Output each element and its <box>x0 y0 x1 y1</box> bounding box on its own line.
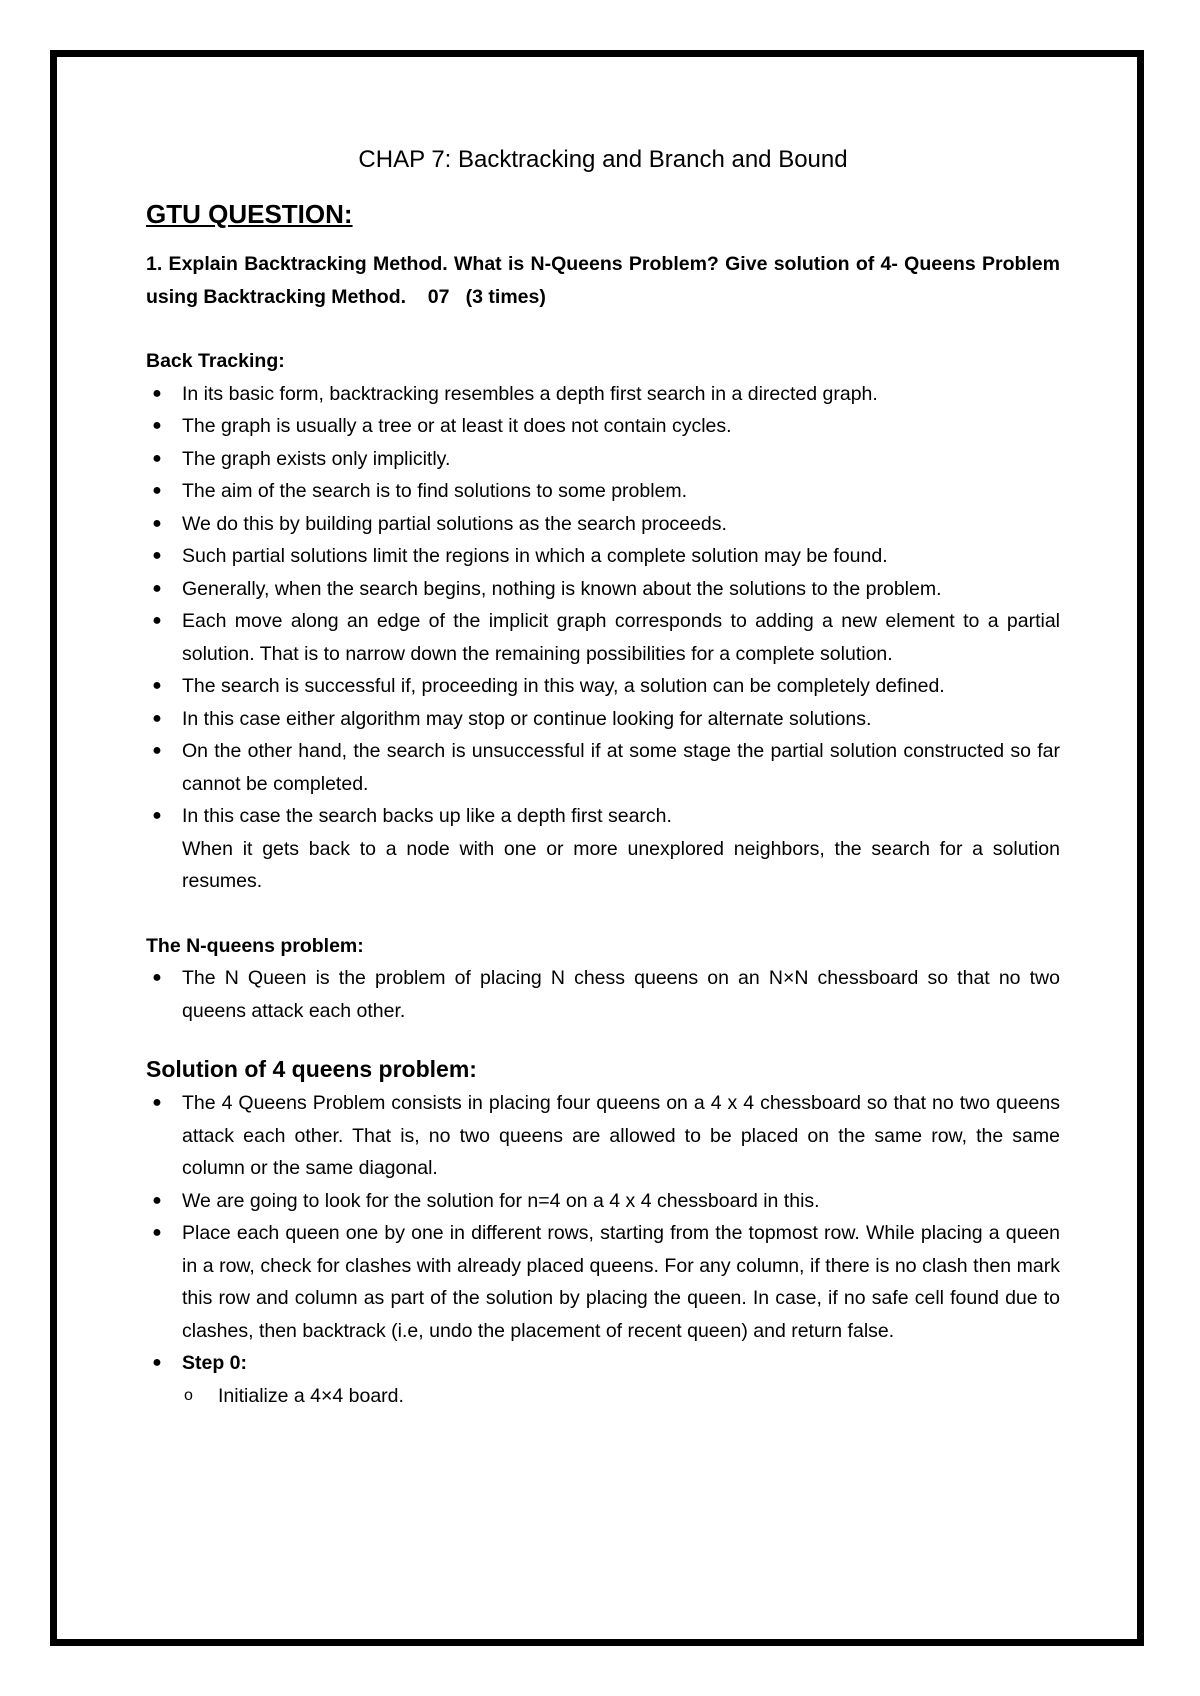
list-item-text: The graph exists only implicitly. <box>182 447 451 470</box>
list-item-text: In this case the search backs up like a depth first search. <box>182 805 672 827</box>
bullet-icon: ● <box>152 547 162 564</box>
list-item-text: We do this by building partial solutions as the search proceeds. <box>182 512 727 535</box>
bullet-icon: ● <box>152 612 162 629</box>
list-item-text: Place each queen one by one in different rows, starting from the topmost row. While placing a queen in a row, check for clashes with already placed queens. For any column, if there is no clash then mark this row and column as part of the solution by placing the queen. In case, if no safe cell found due to clashes, then backtrack (i.e, undo the placement of recent queen) and return false. <box>182 1222 1060 1342</box>
list-item-text: Such partial solutions limit the regions in which a complete solution may be found. <box>182 545 888 567</box>
solution-list <box>146 1087 1060 1412</box>
list-item-text: The 4 Queens Problem consists in placing four queens on a 4 x 4 chessboard so that no two queens attack each other. That is, no two queens are allowed to be placed on the same row, the same column or the same diagonal. <box>182 1092 1060 1179</box>
backtracking-list <box>146 378 1060 898</box>
list-item-continuation: When it gets back to a node with one or more unexplored neighbors, the search for a solution resumes. <box>182 837 1060 892</box>
list-item-text: The aim of the search is to find solutions to some problem. <box>182 480 688 502</box>
bullet-icon: ● <box>152 1354 162 1371</box>
question-marks: 07 (3 times) <box>406 285 546 308</box>
bullet-icon: ● <box>152 1224 162 1241</box>
circle-bullet-icon: o <box>184 1386 193 1404</box>
list-item <box>146 508 1060 541</box>
backtracking-label: Back Tracking: <box>146 350 285 372</box>
question-main: 1. Explain Backtracking Method. What is N-Queens Problem? Give solution of 4- Queens Problem using Backtracking Method. <box>146 253 1060 308</box>
list-item <box>146 962 1060 1027</box>
list-item <box>146 1347 1060 1412</box>
nqueens-list <box>146 962 1060 1027</box>
list-item <box>146 1185 1060 1218</box>
bullet-icon: ● <box>152 677 162 694</box>
list-item <box>146 735 1060 800</box>
list-item-text: We are going to look for the solution for n=4 on a 4 x 4 chessboard in this. <box>182 1189 820 1212</box>
list-item <box>146 800 1060 898</box>
bullet-icon: ● <box>152 1094 162 1111</box>
list-item-text: The graph is usually a tree or at least it does not contain cycles. <box>182 415 732 437</box>
list-item <box>146 605 1060 670</box>
list-item <box>146 378 1060 411</box>
bullet-icon: ● <box>152 969 162 986</box>
chapter-title: CHAP 7: Backtracking and Branch and Bound <box>358 146 848 173</box>
list-item <box>146 573 1060 606</box>
list-item-text: The N Queen is the problem of placing N chess queens on an N×N chessboard so that no two queens attack each other. <box>182 967 1060 1022</box>
question-text <box>146 248 1060 313</box>
step-0-sublist <box>182 1380 1060 1413</box>
list-item <box>146 540 1060 573</box>
nqueens-label: The N-queens problem: <box>146 934 364 957</box>
list-item <box>146 1217 1060 1347</box>
solution-heading: Solution of 4 queens problem: <box>146 1056 477 1082</box>
list-item <box>146 670 1060 703</box>
list-item-text: Each move along an edge of the implicit graph corresponds to adding a new element to a partial solution. That is to narrow down the remaining possibilities for a complete solution. <box>182 610 1060 665</box>
sub-list-item <box>182 1380 1060 1413</box>
bullet-icon: ● <box>152 514 162 532</box>
bullet-icon: ● <box>152 449 162 467</box>
gtu-question-heading: GTU QUESTION: <box>146 199 353 229</box>
bullet-icon: ● <box>152 482 162 499</box>
bullet-icon: ● <box>152 1191 162 1209</box>
bullet-icon: ● <box>152 709 162 727</box>
document-body <box>146 142 1060 1412</box>
bullet-icon: ● <box>152 417 162 434</box>
bullet-icon: ● <box>152 579 162 597</box>
list-item-text: The search is successful if, proceeding in this way, a solution can be completely defined. <box>182 675 945 697</box>
list-item-text: Generally, when the search begins, nothing is known about the solutions to the problem. <box>182 577 942 600</box>
spacer <box>146 1027 1060 1045</box>
bullet-icon: ● <box>152 807 162 824</box>
list-item <box>146 475 1060 508</box>
list-item-text: In this case either algorithm may stop or continue looking for alternate solutions. <box>182 707 872 730</box>
step-0-label: Step 0: <box>182 1352 248 1374</box>
list-item <box>146 443 1060 476</box>
list-item-text: On the other hand, the search is unsuccessful if at some stage the partial solution constructed so far cannot be completed. <box>182 740 1060 795</box>
sub-list-item-text: Initialize a 4×4 board. <box>218 1384 404 1407</box>
bullet-icon: ● <box>152 742 162 759</box>
list-item <box>146 1087 1060 1185</box>
list-item <box>146 410 1060 443</box>
bullet-icon: ● <box>152 384 162 402</box>
list-item-text: In its basic form, backtracking resembles a depth first search in a directed graph. <box>182 382 878 405</box>
spacer <box>146 898 1060 930</box>
spacer <box>146 313 1060 345</box>
list-item <box>146 703 1060 736</box>
